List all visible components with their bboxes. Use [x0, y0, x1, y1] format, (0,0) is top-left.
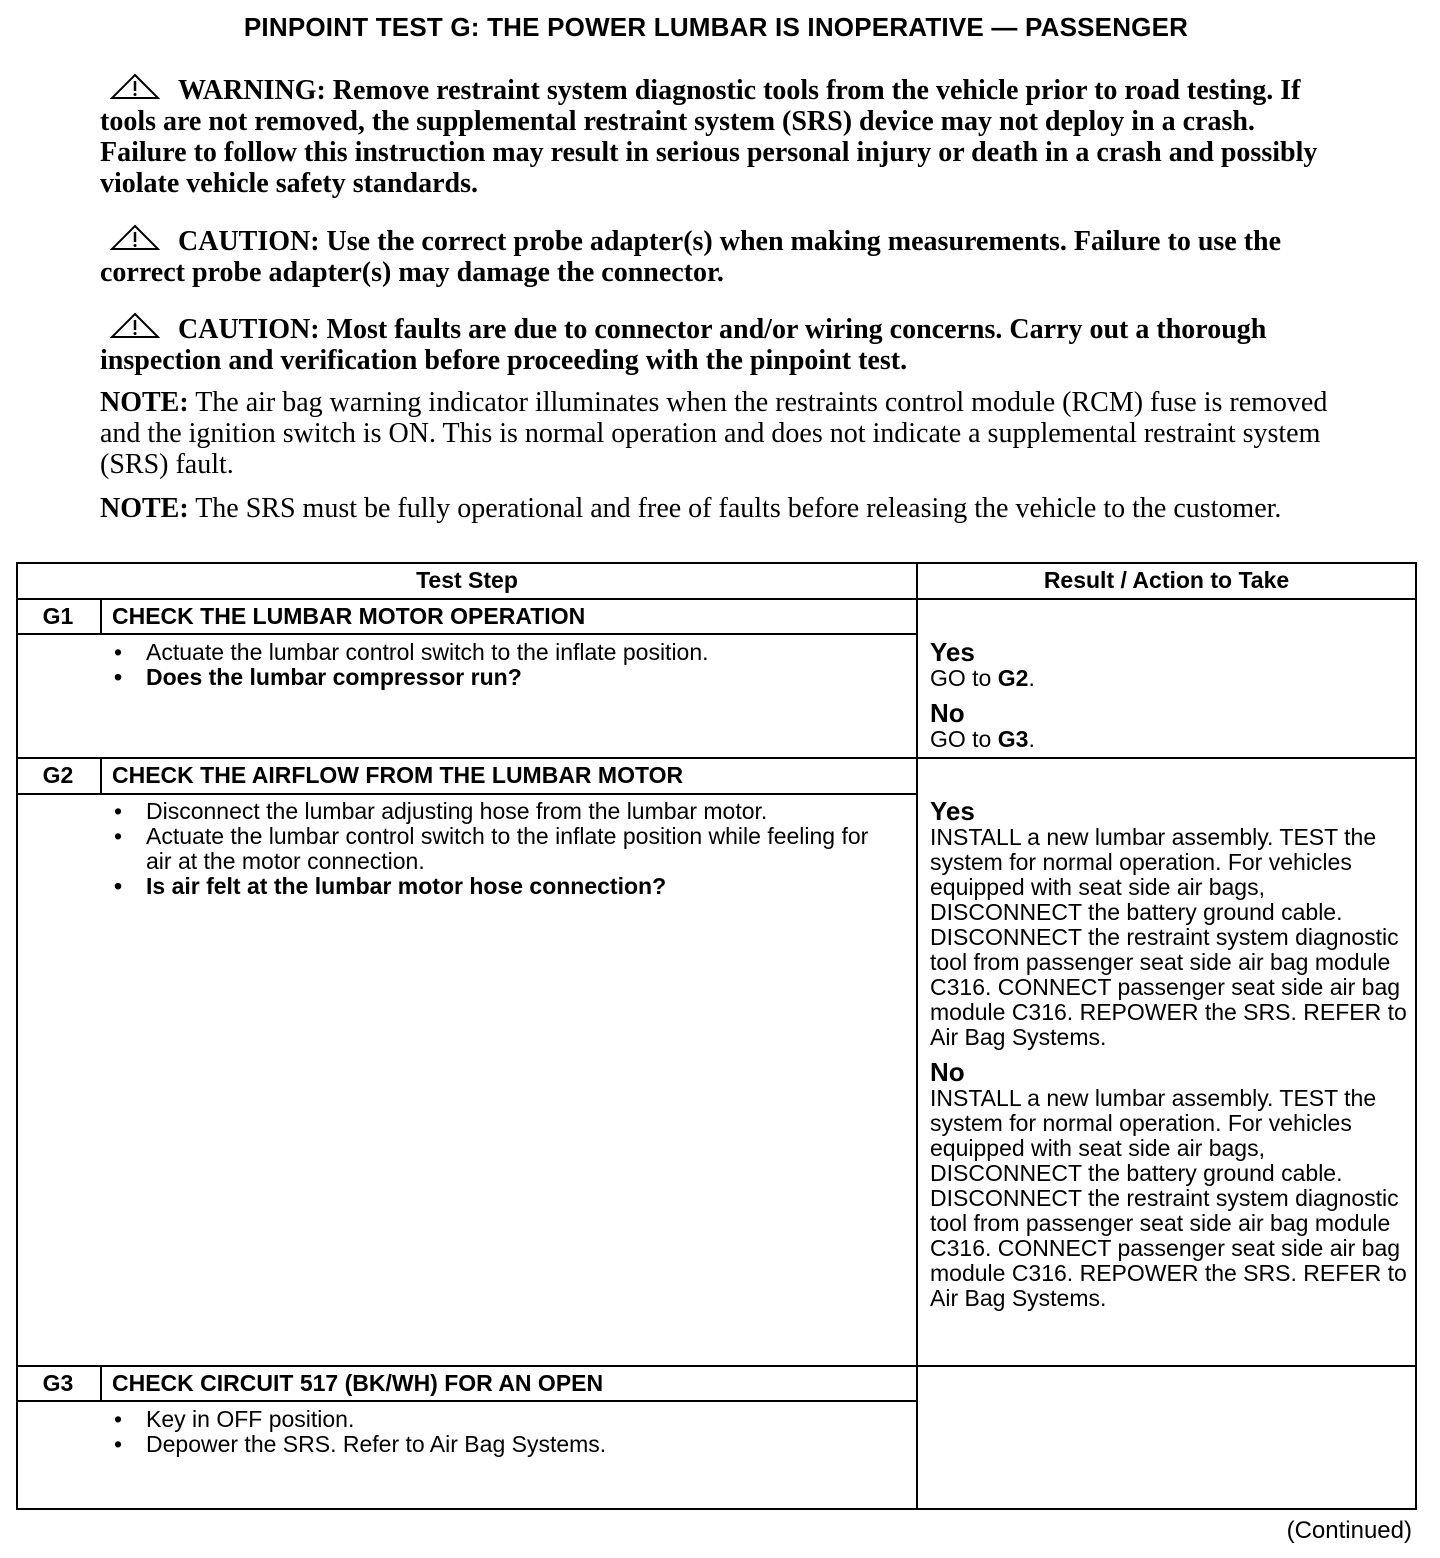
warning-triangle-icon	[110, 73, 160, 101]
page-title: PINPOINT TEST G: THE POWER LUMBAR IS INOPERATIVE — PASSENGER	[243, 12, 1189, 42]
instruction-item: • Key in OFF position.	[114, 1407, 904, 1432]
row-divider	[18, 1400, 916, 1402]
caution-notice	[100, 312, 1330, 376]
result-block	[930, 797, 1415, 1311]
instruction-item: • Actuate the lumbar control switch to the inflate position.	[114, 640, 904, 665]
goto-prefix: GO to	[930, 665, 998, 691]
goto-target: G3	[997, 726, 1029, 752]
step-title: CHECK CIRCUIT 517 (BK/WH) FOR AN OPEN	[112, 1370, 604, 1396]
header-result: Result / Action to Take	[1043, 567, 1290, 593]
step-id: G3	[42, 1370, 74, 1396]
note-paragraph	[100, 493, 1330, 524]
instruction-item: • Does the lumbar compressor run?	[114, 665, 904, 690]
step-title: CHECK THE LUMBAR MOTOR OPERATION	[112, 603, 586, 629]
result-block	[930, 638, 1415, 752]
result-label-yes: Yes	[930, 796, 975, 826]
warning-notice	[100, 73, 1330, 199]
caution-text: CAUTION: Use the correct probe adapter(s) when making measurements. Failure to use the correct probe adapter(s) may damage the connector.	[100, 226, 1282, 288]
instruction-item: • Depower the SRS. Refer to Air Bag Systems.	[114, 1432, 904, 1457]
instruction-item: • Disconnect the lumbar adjusting hose from the lumbar motor.	[114, 799, 874, 824]
note-label: NOTE:	[100, 493, 189, 524]
result-label-yes: Yes	[930, 637, 975, 667]
result-label-no: No	[930, 1057, 965, 1087]
note-text: The air bag warning indicator illuminates when the restraints control module (RCM) fuse is removed and the ignition switch is ON. This is normal operation and does not indicate a supplemental restraint system (SRS) fault.	[100, 387, 1328, 480]
row-divider	[18, 793, 916, 795]
note-paragraph	[100, 387, 1330, 480]
goto-suffix: .	[1028, 665, 1035, 691]
instruction-item: • Actuate the lumbar control switch to the inflate position while feeling for air at the motor connection.	[114, 824, 874, 874]
step-instructions	[114, 1407, 904, 1457]
warning-text: WARNING: Remove restraint system diagnostic tools from the vehicle prior to road testing. If tools are not removed, the supplemental restraint system (SRS) device may not deploy in a crash. Failure to follow this instruction may result in serious personal injury or death in a crash and possibly violate vehicle safety standards.	[100, 75, 1318, 199]
goto-suffix: .	[1028, 726, 1035, 752]
caution-triangle-icon	[110, 224, 160, 252]
result-action: INSTALL a new lumbar assembly. TEST the system for normal operation. For vehicles equipped with seat side air bags, DISCONNECT the battery ground cable. DISCONNECT the restraint system diagnostic tool from passenger seat side air bag module C316. CONNECT passenger seat side air bag module C316. REPOWER the SRS. REFER to Air Bag Systems.	[930, 824, 1407, 1050]
result-action	[930, 727, 1415, 752]
column-divider	[100, 598, 102, 634]
step-id: G2	[42, 762, 74, 788]
step-title: CHECK THE AIRFLOW FROM THE LUMBAR MOTOR	[112, 762, 684, 788]
instruction-item: • Is air felt at the lumbar motor hose connection?	[114, 874, 874, 899]
step-instructions	[114, 799, 874, 899]
row-divider	[18, 1365, 1415, 1367]
note-text: The SRS must be fully operational and free of faults before releasing the vehicle to the customer.	[195, 493, 1282, 524]
result-action	[930, 666, 1415, 691]
row-divider	[18, 633, 916, 635]
header-test-step: Test Step	[416, 567, 518, 593]
goto-prefix: GO to	[930, 726, 998, 752]
step-instructions	[114, 640, 904, 690]
pinpoint-table	[16, 562, 1417, 1510]
step-id: G1	[42, 603, 74, 629]
result-action: INSTALL a new lumbar assembly. TEST the system for normal operation. For vehicles equipped with seat side air bags, DISCONNECT the battery ground cable. DISCONNECT the restraint system diagnostic tool from passenger seat side air bag module C316. CONNECT passenger seat side air bag module C316. REPOWER the SRS. REFER to Air Bag Systems.	[930, 1085, 1407, 1311]
column-divider	[100, 757, 102, 794]
row-divider	[18, 598, 1415, 600]
caution-notice	[100, 224, 1330, 288]
result-label-no: No	[930, 698, 965, 728]
column-divider	[100, 1365, 102, 1401]
row-divider	[18, 757, 1415, 759]
caution-triangle-icon	[110, 312, 160, 340]
continued-label: (Continued)	[1286, 1517, 1412, 1544]
note-label: NOTE:	[100, 387, 189, 418]
column-divider	[916, 564, 918, 1510]
caution-text: CAUTION: Most faults are due to connector and/or wiring concerns. Carry out a thorough inspection and verification before proceeding with the pinpoint test.	[100, 314, 1267, 376]
goto-target: G2	[997, 665, 1029, 691]
